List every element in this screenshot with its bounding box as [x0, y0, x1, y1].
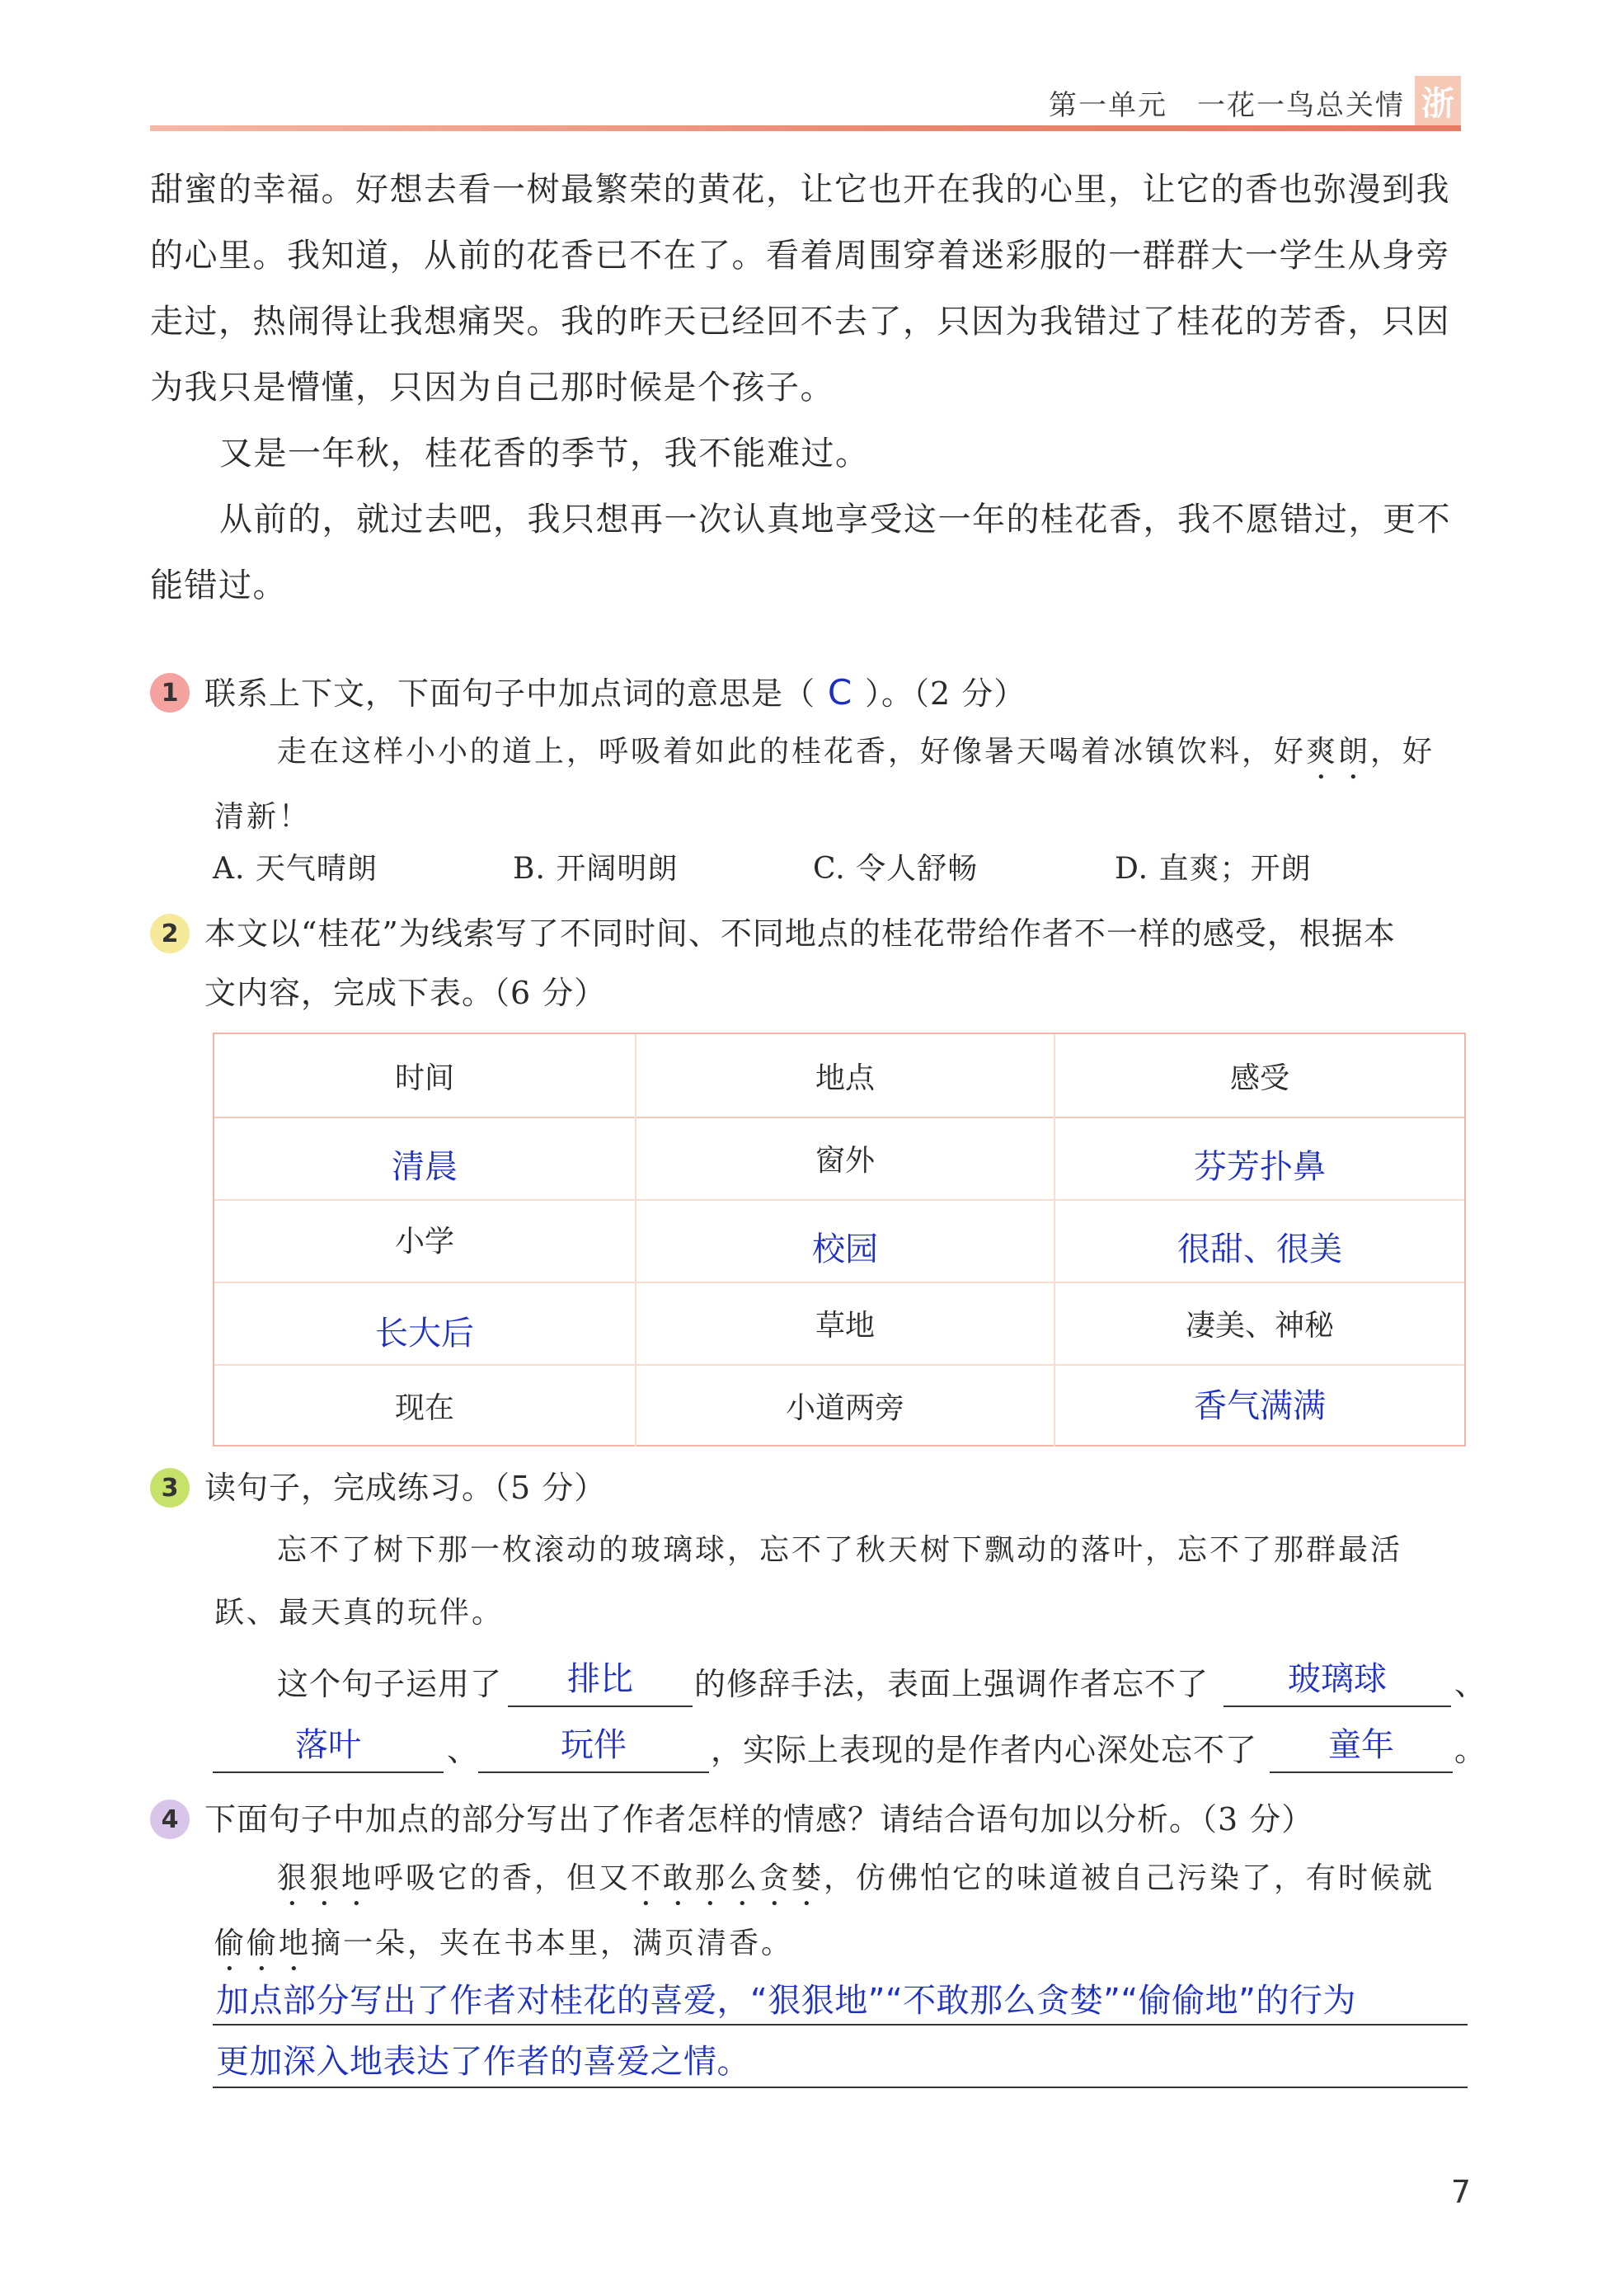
- question-3-number: 3: [150, 1468, 190, 1508]
- cell-time: 清晨: [392, 1147, 458, 1186]
- question-1-quote-b: ，好: [1370, 735, 1435, 769]
- blank-item1[interactable]: [1224, 1704, 1451, 1707]
- question-2-prompt-l2: 文内容，完成下表。（6 分）: [204, 975, 607, 1011]
- cell-place: 校园: [635, 1199, 1055, 1282]
- table-row: [214, 1282, 1464, 1364]
- question-2-prompt-l1: 本文以“桂花”为线索写了不同时间、不同地点的桂花带给作者不一样的感受，根据本: [204, 915, 1396, 952]
- question-1-prompt: [204, 663, 1466, 723]
- passage-paragraph-1: 甜蜜的幸福。好想去看一树最繁荣的黄花，让它也开在我的心里，让它的香也弥漫到我的心里。我知道，从前的花香已不在了。看着周围穿着迷彩服的一群群大一学生从身旁走过，热闹得让我想痛哭。我的昨天已经回不去了，只因为我错过了桂花的芳香，只因为我只是懵懂，只因为自己那时候是个孩子。: [150, 171, 1450, 407]
- cell-feeling: 很甜、很美: [1177, 1230, 1342, 1268]
- header-rule: [150, 125, 1461, 131]
- cell-feeling: 香气满满: [1194, 1386, 1326, 1425]
- question-4-answer-line-2: 更加深入地表达了作者的喜爱之情。: [216, 2043, 750, 2081]
- question-2-prompt: [204, 904, 1466, 1023]
- table-row: [214, 1364, 1464, 1447]
- fill-text-b: 的修辞手法，表面上强调作者忘不了: [694, 1666, 1209, 1702]
- fill-text-a: 这个句子运用了: [277, 1666, 503, 1702]
- question-4-quote-b: ，仿佛怕它的味道被自己污染了，有时候就: [824, 1861, 1435, 1895]
- question-4-quote-c: 摘一朵，夹在书本里，满页清香。: [311, 1927, 794, 1960]
- question-1-answer: C: [827, 672, 853, 713]
- cell-place: 小道两旁: [635, 1364, 1055, 1447]
- question-1-quote: [214, 721, 1468, 849]
- answer-rule-1[interactable]: [213, 2024, 1468, 2025]
- question-4-dotted-2: 不敢那么贪婪: [631, 1861, 824, 1895]
- table-row: [214, 1199, 1464, 1282]
- cell-feeling: 芬芳扑鼻: [1194, 1147, 1326, 1186]
- table-header-row: [214, 1034, 1464, 1118]
- question-3-prompt: 读句子，完成练习。（5 分）: [204, 1470, 607, 1506]
- question-4-dotted-3: 偷偷地: [214, 1927, 312, 1960]
- blank-deep[interactable]: [1270, 1770, 1453, 1773]
- question-1-prompt-b: ）。（2 分）: [865, 675, 1026, 712]
- question-4-quote: [214, 1847, 1468, 1978]
- header-place: 地点: [635, 1034, 1055, 1117]
- option-d: D. 直爽；开朗: [1115, 852, 1312, 886]
- cell-feeling: 凄美、神秘: [1185, 1308, 1334, 1343]
- fill-text-c: 、: [1454, 1666, 1487, 1702]
- answer-rule-2[interactable]: [213, 2087, 1468, 2088]
- page-number: 7: [1450, 2174, 1471, 2210]
- question-4-prompt: 下面句子中加点的部分写出了作者怎样的情感？请结合语句加以分析。（3 分）: [204, 1801, 1314, 1837]
- feelings-table: [213, 1033, 1466, 1447]
- option-c: C. 令人舒畅: [813, 852, 979, 886]
- question-1-quote-c: 清新！: [214, 800, 312, 834]
- option-b: B. 开阔明朗: [513, 852, 679, 886]
- blank-rhetoric[interactable]: [508, 1704, 693, 1707]
- blank-item3[interactable]: [478, 1770, 709, 1773]
- cell-time: 现在: [394, 1390, 454, 1425]
- option-a: A. 天气晴朗: [213, 852, 378, 886]
- fill-text-e: ，实际上表现的是作者内心深处忘不了: [711, 1732, 1258, 1768]
- fill-text-f: 。: [1454, 1732, 1487, 1768]
- question-4-dotted-1: 狠狠地: [277, 1861, 374, 1895]
- blank-item2[interactable]: [213, 1770, 444, 1773]
- header-time: 时间: [394, 1061, 454, 1095]
- header-feeling: 感受: [1229, 1061, 1289, 1095]
- answer-item1: 玻璃球: [1288, 1660, 1387, 1698]
- question-2-number: 2: [150, 914, 190, 953]
- cell-time: 小学: [394, 1224, 454, 1259]
- province-badge: 浙: [1415, 76, 1461, 125]
- cell-time: 长大后: [375, 1314, 474, 1353]
- answer-item3: 玩伴: [561, 1726, 627, 1764]
- question-1-prompt-a: 联系上下文，下面句子中加点词的意思是（: [204, 675, 816, 712]
- question-4-answer-line-1: 加点部分写出了作者对桂花的喜爱，“狠狠地”“不敢那么贪婪”“偷偷地”的行为: [216, 1982, 1356, 2020]
- answer-rhetoric: 排比: [567, 1660, 633, 1698]
- cell-place: 草地: [635, 1282, 1055, 1364]
- question-1-dotted-word: 爽朗: [1306, 735, 1371, 769]
- question-3-quote: [214, 1519, 1468, 1644]
- table-row: [214, 1117, 1464, 1199]
- passage-paragraph-3: 从前的，就过去吧，我只想再一次认真地享受这一年的桂花香，我不愿错过，更不能错过。: [150, 501, 1451, 605]
- passage-paragraph-2: 又是一年秋，桂花香的季节，我不能难过。: [219, 435, 870, 473]
- answer-deep: 童年: [1328, 1726, 1394, 1764]
- cell-place: 窗外: [635, 1117, 1055, 1199]
- fill-text-d: 、: [447, 1732, 480, 1768]
- question-1-number: 1: [150, 673, 190, 713]
- question-1-quote-a: 走在这样小小的道上，呼吸着如此的桂花香，好像暑天喝着冰镇饮料，好: [277, 735, 1307, 769]
- unit-title: 第一单元 一花一鸟总关情: [1049, 89, 1405, 122]
- question-4-number: 4: [150, 1800, 190, 1839]
- answer-item2: 落叶: [295, 1726, 361, 1764]
- question-4-quote-a: 呼吸它的香，但又: [373, 1861, 632, 1895]
- question-3-quote-l2: 跃、最天真的玩伴。: [214, 1596, 505, 1630]
- question-3-quote-l1: 忘不了树下那一枚滚动的玻璃球，忘不了秋天树下飘动的落叶，忘不了那群最活: [277, 1533, 1403, 1567]
